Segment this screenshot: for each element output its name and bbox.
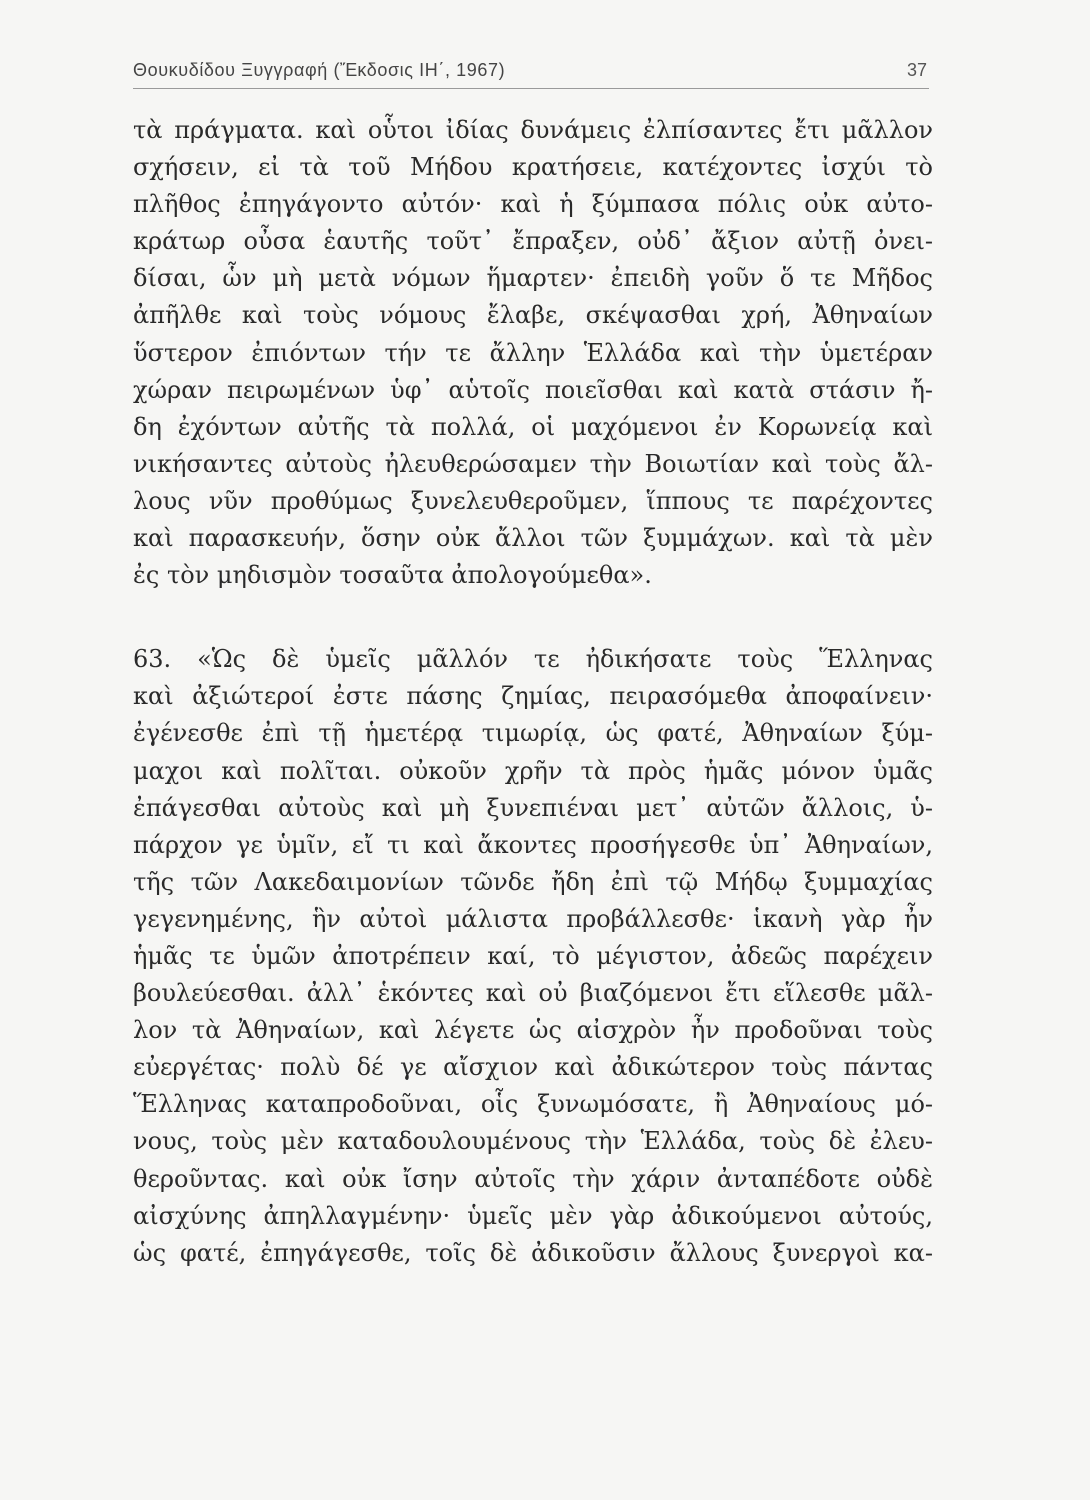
main-text bbox=[133, 112, 933, 1272]
text-line: κράτωρ οὖσα ἑαυτῆς τοῦτ᾽ ἔπραξεν, οὐδ᾽ ἄξιον αὐτῇ ὀνει- bbox=[133, 227, 933, 256]
text-line: νους, τοὺς μὲν καταδουλουμένους τὴν Ἑλλάδα, τοὺς δὲ ἐλευ- bbox=[133, 1127, 933, 1156]
text-line: καὶ παρασκευήν, ὅσην οὐκ ἄλλοι τῶν ξυμμάχων. καὶ τὰ μὲν bbox=[133, 524, 933, 553]
text-line: τὰ πράγματα. καὶ οὗτοι ἰδίας δυνάμεις ἐλπίσαντες ἔτι μᾶλλον bbox=[133, 116, 933, 144]
text-line: λους νῦν προθύμως ξυνελευθεροῦμεν, ἵππους τε παρέχοντες bbox=[133, 486, 933, 515]
running-title: Θουκυδίδου Ξυγγραφή (Ἔκδοσις ΙΗ΄, 1967) bbox=[133, 60, 506, 80]
text-line: λον τὰ Ἀθηναίων, καὶ λέγετε ὡς αἰσχρὸν ἦν προδοῦναι τοὺς bbox=[133, 1016, 933, 1045]
page-number: 37 bbox=[906, 60, 927, 80]
text-line: πάρχον γε ὑμῖν, εἴ τι καὶ ἄκοντες προσήγεσθε ὑπ᾽ Ἀθηναίων, bbox=[133, 830, 933, 859]
text-line: ὕστερον ἐπιόντων τήν τε ἄλλην Ἑλλάδα καὶ τὴν ὑμετέραν bbox=[133, 338, 933, 367]
text-line: αἰσχύνης ἀπηλλαγμένην· ὑμεῖς μὲν γὰρ ἀδικούμενοι αὐτούς, bbox=[133, 1201, 933, 1230]
text-line: δη ἐχόντων αὐτῆς τὰ πολλά, οἱ μαχόμενοι ἐν Κορωνείᾳ καὶ bbox=[133, 412, 933, 441]
text-line: εὐεργέτας· πολὺ δέ γε αἴσχιον καὶ ἀδικώτερον τοὺς πάντας bbox=[133, 1053, 933, 1082]
text-line: δίσαι, ὧν μὴ μετὰ νόμων ἥμαρτεν· ἐπειδὴ γοῦν ὅ τε Μῆδος bbox=[133, 264, 933, 293]
text-line: ὡς φατέ, ἐπηγάγεσθε, τοῖς δὲ ἀδικοῦσιν ἄλλους ξυνεργοὶ κα- bbox=[133, 1238, 933, 1267]
text-line: ἡμᾶς τε ὑμῶν ἀποτρέπειν καί, τὸ μέγιστον, ἀδεῶς παρέχειν bbox=[133, 941, 933, 970]
text-line: γεγενημένης, ἣν αὐτοὶ μάλιστα προβάλλεσθε· ἱκανὴ γὰρ ἦν bbox=[133, 904, 933, 933]
section-first-line-text: «Ὡς δὲ ὑμεῖς μᾶλλόν τε ἠδικήσατε τοὺς Ἕλληνας bbox=[197, 645, 933, 674]
section-number: 63. bbox=[133, 645, 172, 674]
passage-62-end bbox=[133, 112, 933, 594]
text-line: ἐπάγεσθαι αὐτοὺς καὶ μὴ ξυνεπιέναι μετ᾽ αὐτῶν ἄλλοις, ὑ- bbox=[133, 793, 933, 822]
text-line: μαχοι καὶ πολῖται. οὐκοῦν χρῆν τὰ πρὸς ἡμᾶς μόνον ὑμᾶς bbox=[133, 756, 933, 785]
text-line: χώραν πειρωμένων ὑφ᾽ αὑτοῖς ποιεῖσθαι καὶ κατὰ στάσιν ἤ- bbox=[133, 375, 933, 404]
text-line: θεροῦντας. καὶ οὐκ ἴσην αὐτοῖς τὴν χάριν ἀνταπέδοτε οὐδὲ bbox=[133, 1164, 933, 1193]
text-line: Ἕλληνας καταπροδοῦναι, οἷς ξυνωμόσατε, ἢ Ἀθηναίους μό- bbox=[133, 1090, 933, 1119]
text-line: καὶ ἀξιώτεροί ἐστε πάσης ζημίας, πειρασόμεθα ἀποφαίνειν· bbox=[133, 682, 933, 711]
section-first-line bbox=[133, 641, 933, 678]
text-line: σχήσειν, εἰ τὰ τοῦ Μήδου κρατήσειε, κατέχοντες ἰσχύι τὸ bbox=[133, 153, 933, 182]
running-header bbox=[133, 52, 929, 89]
text-line: πλῆθος ἐπηγάγοντο αὐτόν· καὶ ἡ ξύμπασα πόλις οὐκ αὐτο- bbox=[133, 190, 933, 219]
section-spacer bbox=[133, 594, 933, 641]
text-line: ἀπῆλθε καὶ τοὺς νόμους ἔλαβε, σκέψασθαι χρή, Ἀθηναίων bbox=[133, 301, 933, 330]
text-line: ἐγένεσθε ἐπὶ τῇ ἡμετέρᾳ τιμωρίᾳ, ὡς φατέ, Ἀθηναίων ξύμ- bbox=[133, 719, 933, 748]
text-line: βουλεύεσθαι. ἀλλ᾽ ἑκόντες καὶ οὐ βιαζόμενοι ἔτι εἵλεσθε μᾶλ- bbox=[133, 979, 933, 1008]
book-page bbox=[133, 0, 933, 1500]
text-line: τῆς τῶν Λακεδαιμονίων τῶνδε ἤδη ἐπὶ τῷ Μήδῳ ξυμμαχίας bbox=[133, 867, 933, 896]
passage-63 bbox=[133, 641, 933, 1272]
text-line: ἐς τὸν μηδισμὸν τοσαῦτα ἀπολογούμεθα». bbox=[133, 561, 652, 590]
text-line: νικήσαντες αὐτοὺς ἠλευθερώσαμεν τὴν Βοιωτίαν καὶ τοὺς ἄλ- bbox=[133, 449, 933, 478]
